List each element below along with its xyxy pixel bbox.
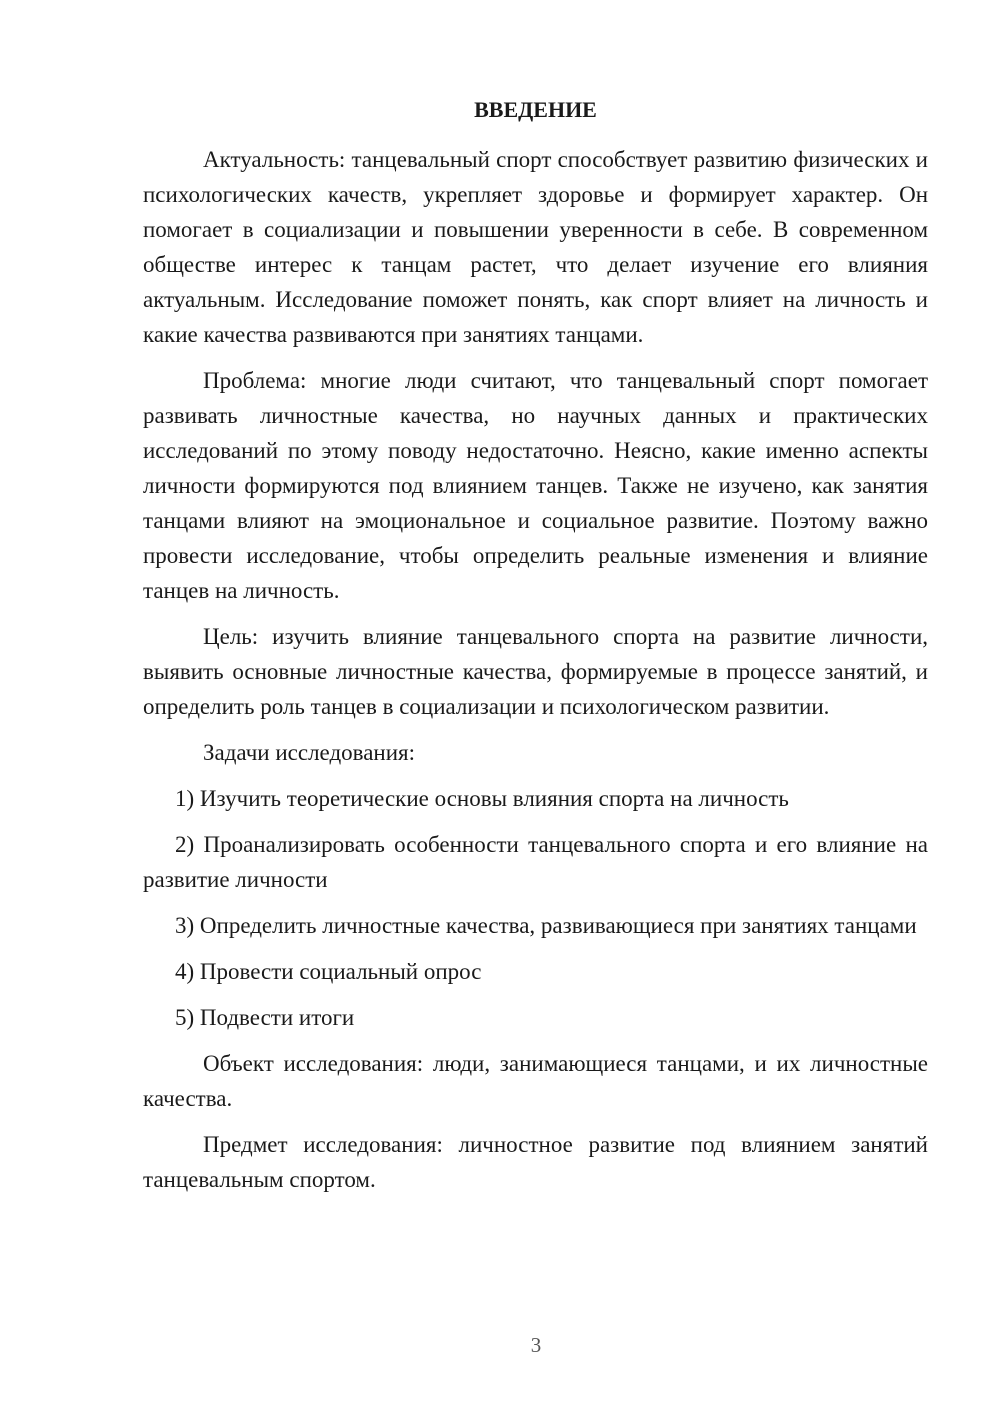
- page-number: 3: [530, 1333, 542, 1357]
- task-item-3: 3) Определить личностные качества, развивающиеся при занятиях танцами: [175, 913, 917, 938]
- task-item-1: 1) Изучить теоретические основы влияния спорта на личность: [175, 786, 789, 811]
- problem-paragraph: Проблема: многие люди считают, что танцевальный спорт помогает развивать личностные качества, но научных данных и практических исследований по этому поводу недостаточно. Неясно, какие именно аспекты личности формируются под влиянием танцев. Также не изучено, как занятия танцами влияют на эмоциональное и социальное развитие. Поэтому важно провести исследование, чтобы определить реальные изменения и влияние танцев на личность.: [143, 368, 928, 603]
- section-heading: ВВЕДЕНИЕ: [474, 97, 597, 122]
- subject-paragraph: Предмет исследования: личностное развитие под влиянием занятий танцевальным спортом.: [143, 1132, 928, 1192]
- tasks-title: Задачи исследования:: [203, 740, 416, 765]
- task-item-2: 2) Проанализировать особенности танцевального спорта и его влияние на развитие личности: [143, 832, 928, 892]
- object-paragraph: Объект исследования: люди, занимающиеся танцами, и их личностные качества.: [143, 1051, 928, 1111]
- goal-paragraph: Цель: изучить влияние танцевального спорта на развитие личности, выявить основные личностные качества, формируемые в процессе занятий, и определить роль танцев в социализации и психологическом развитии.: [143, 624, 928, 719]
- document-page: [143, 96, 928, 1208]
- relevance-paragraph: Актуальность: танцевальный спорт способствует развитию физических и психологических качеств, укрепляет здоровье и формирует характер. Он помогает в социализации и повышении уверенности в себе. В современном обществе интерес к танцам растет, что делает изучение его влияния актуальным. Исследование поможет понять, как спорт влияет на личность и какие качества развиваются при занятиях танцами.: [143, 147, 928, 347]
- task-item-5: 5) Подвести итоги: [175, 1005, 355, 1030]
- task-item-4: 4) Провести социальный опрос: [175, 959, 482, 984]
